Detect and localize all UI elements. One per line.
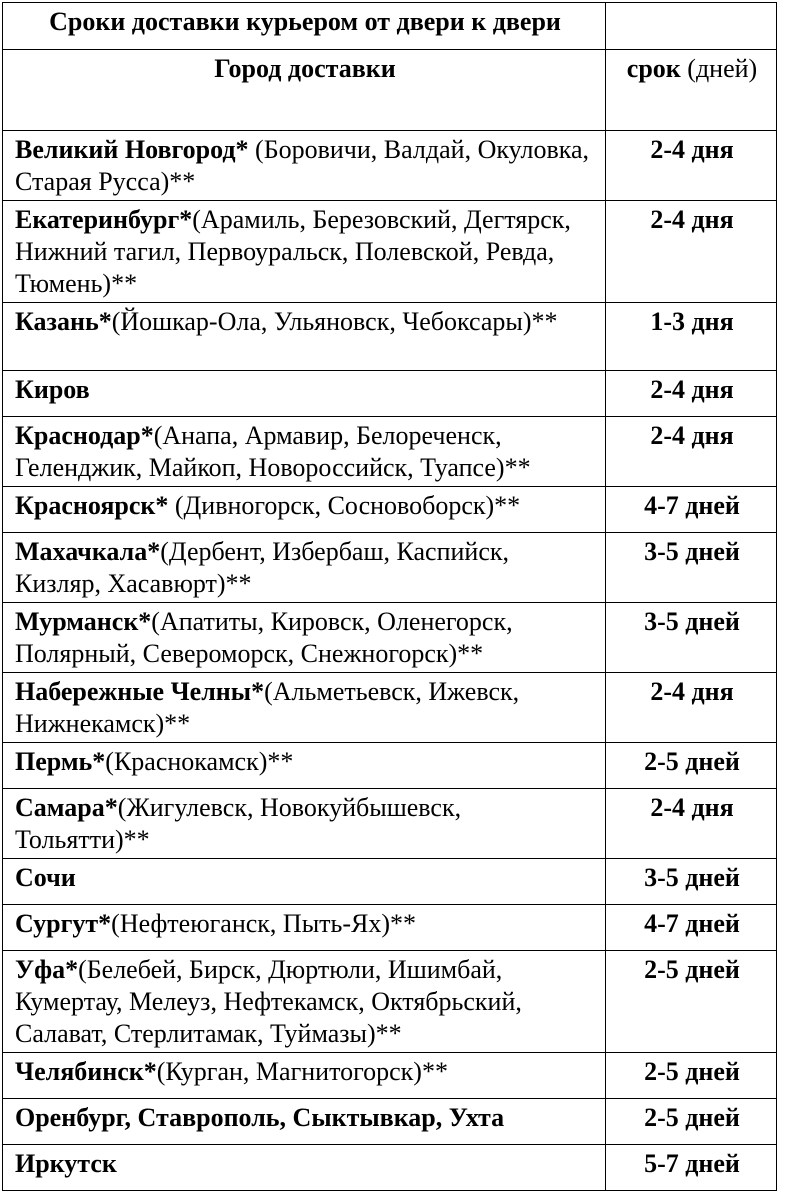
city-name: Сургут* (15, 909, 112, 938)
table-row (3, 487, 777, 533)
city-name: Уфа* (15, 955, 79, 984)
city-cell (3, 859, 606, 905)
term-cell: 2-4 дня (606, 201, 777, 303)
term-cell: 4-7 дней (606, 905, 777, 951)
city-name: Пермь* (15, 747, 106, 776)
table-row (3, 131, 777, 201)
city-name: Мурманск* (15, 607, 152, 636)
term-cell: 2-5 дней (606, 1053, 777, 1099)
title-empty-cell (606, 3, 777, 50)
city-name: Киров (15, 375, 90, 404)
table-row (3, 417, 777, 487)
table-body (3, 131, 777, 1191)
table-row (3, 859, 777, 905)
city-cell (3, 951, 606, 1053)
city-name: Махачкала* (15, 537, 161, 566)
city-suburbs: (Дивногорск, Сосновоборск)** (168, 491, 521, 520)
term-cell: 1-3 дня (606, 303, 777, 371)
city-suburbs: (Анапа, Армавир, Белореченск, Геленджик, Майкоп, Новороссийск, Туапсе)** (15, 421, 531, 482)
city-name: Краснодар* (15, 421, 154, 450)
title-row (3, 3, 777, 50)
city-cell (3, 303, 606, 371)
city-name: Великий Новгород* (15, 135, 249, 164)
header-row (3, 50, 777, 131)
city-name: Екатеринбург* (15, 205, 193, 234)
city-suburbs: (Арамиль, Березовский, Дегтярск, Нижний тагил, Первоуральск, Полевской, Ревда, Тюмень)** (15, 205, 571, 298)
city-cell (3, 1053, 606, 1099)
table-row (3, 1053, 777, 1099)
table-row (3, 201, 777, 303)
table-row (3, 951, 777, 1053)
term-cell: 2-5 дней (606, 951, 777, 1053)
table-row (3, 371, 777, 417)
city-cell (3, 371, 606, 417)
city-cell (3, 905, 606, 951)
city-cell (3, 673, 606, 743)
city-cell (3, 603, 606, 673)
city-suburbs: (Боровичи, Валдай, Окуловка, Старая Русса)** (15, 135, 589, 196)
city-suburbs: (Нефтеюганск, Пыть-Ях)** (111, 909, 417, 938)
term-cell: 2-4 дня (606, 417, 777, 487)
city-name: Оренбург, Ставрополь, Сыктывкар, Ухта (15, 1103, 505, 1132)
city-suburbs: (Апатиты, Кировск, Оленегорск, Полярный, Североморск, Снежногорск)** (15, 607, 513, 668)
city-suburbs: (Дербент, Избербаш, Каспийск, Кизляр, Хасавюрт)** (15, 537, 509, 598)
city-name: Казань* (15, 307, 112, 336)
term-cell: 2-4 дня (606, 673, 777, 743)
city-suburbs: (Краснокамск)** (105, 747, 294, 776)
city-cell (3, 131, 606, 201)
term-cell: 2-5 дней (606, 1099, 777, 1145)
term-cell: 3-5 дней (606, 603, 777, 673)
city-suburbs: (Альметьевск, Ижевск, Нижнекамск)** (15, 677, 520, 738)
city-name: Самара* (15, 793, 118, 822)
table-row (3, 743, 777, 789)
term-cell: 3-5 дней (606, 533, 777, 603)
table-title: Сроки доставки курьером от двери к двери (3, 3, 606, 50)
city-cell (3, 533, 606, 603)
city-name: Набережные Челны* (15, 677, 265, 706)
city-suburbs: (Белебей, Бирск, Дюртюли, Ишимбай, Кумертау, Мелеуз, Нефтекамск, Октябрьский, Салават, Стерлитамак, Туймазы)** (15, 955, 522, 1048)
term-cell: 2-4 дня (606, 789, 777, 859)
city-cell (3, 487, 606, 533)
city-suburbs: (Йошкар-Ола, Ульяновск, Чебоксары)** (111, 307, 558, 336)
header-term (606, 50, 777, 131)
city-cell (3, 743, 606, 789)
header-term-unit: (дней) (680, 54, 758, 83)
term-cell: 4-7 дней (606, 487, 777, 533)
city-cell (3, 1099, 606, 1145)
header-term-bold: срок (626, 54, 681, 83)
city-cell (3, 417, 606, 487)
delivery-terms-table (2, 2, 777, 1191)
header-city: Город доставки (3, 50, 606, 131)
city-name: Челябинск* (15, 1057, 157, 1086)
table-row (3, 303, 777, 371)
table-row (3, 533, 777, 603)
city-name: Сочи (15, 863, 76, 892)
term-cell: 5-7 дней (606, 1145, 777, 1191)
city-suburbs: (Курган, Магнитогорск)** (156, 1057, 448, 1086)
table-row (3, 673, 777, 743)
city-name: Иркутск (15, 1149, 117, 1178)
table-row (3, 789, 777, 859)
city-cell (3, 789, 606, 859)
term-cell: 3-5 дней (606, 859, 777, 905)
city-suburbs: (Жигулевск, Новокуйбышевск, Тольятти)** (15, 793, 462, 854)
city-cell (3, 201, 606, 303)
city-name: Красноярск* (15, 491, 169, 520)
table-row (3, 905, 777, 951)
term-cell: 2-4 дня (606, 131, 777, 201)
term-cell: 2-5 дней (606, 743, 777, 789)
term-cell: 2-4 дня (606, 371, 777, 417)
table-row (3, 603, 777, 673)
table-row (3, 1099, 777, 1145)
